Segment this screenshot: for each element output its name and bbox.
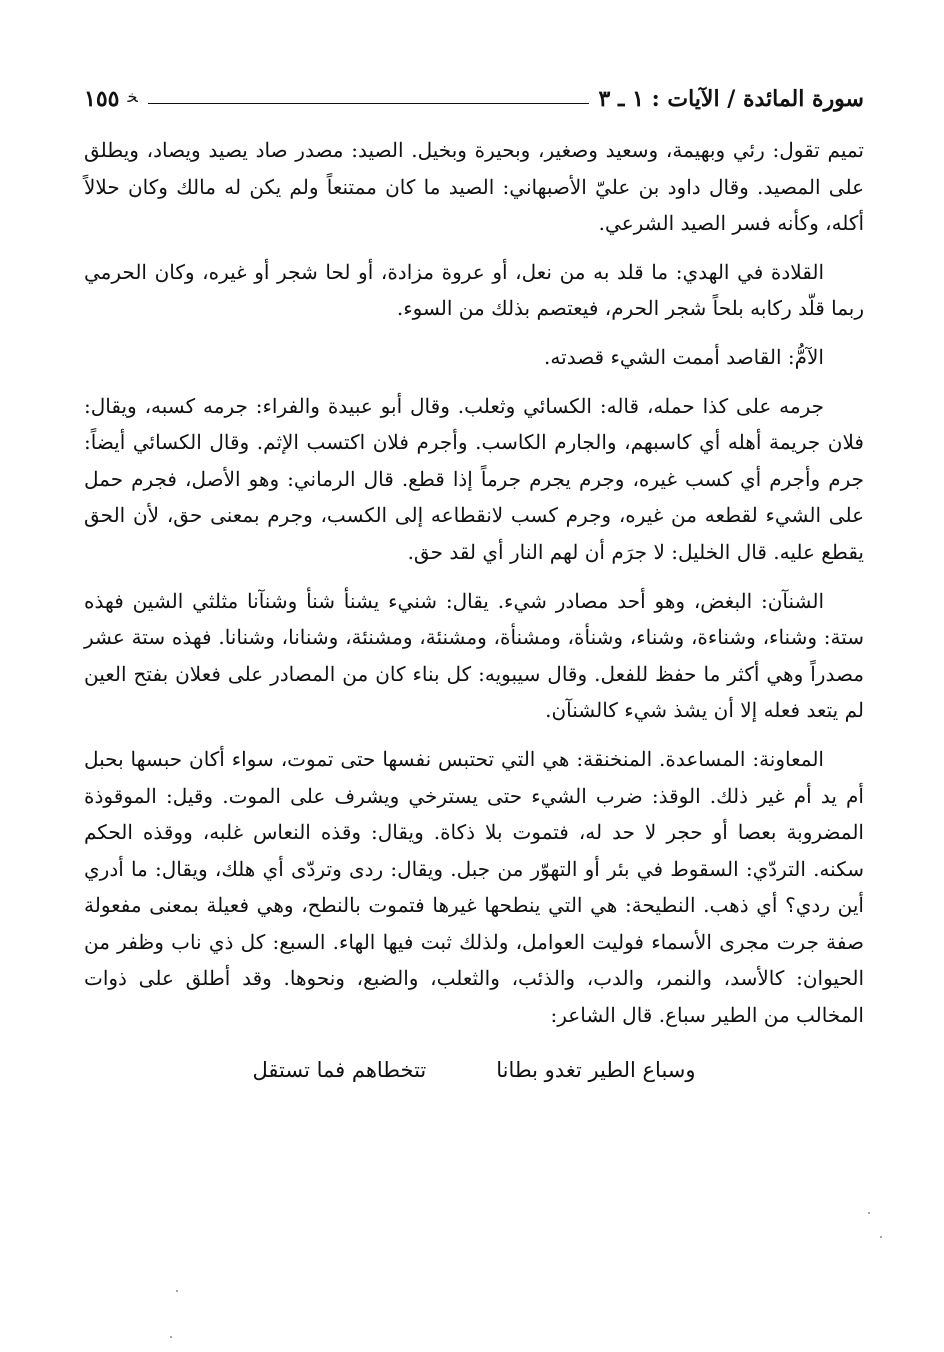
poetry-verse [84,1052,864,1089]
verse-second-hemistich: تتخطاهم فما تستقل [252,1057,427,1082]
running-header [84,78,864,118]
surah-title: سورة المائدة / الآيات : ١ ـ ٣ [598,86,864,112]
scan-speck [868,1212,870,1214]
ornament-icon: ﺨ [127,87,138,106]
paragraph-continuation: تميم تقول: رئي وبهيمة، وسعيد وصغير، وبحيرة وبخيل. الصيد: مصدر صاد يصيد ويصاد، ويطلق على المصيد. وقال داود بن عليّ الأصبهاني: الصيد ما كان ممتنعاً ولم يكن له مالك وكان حلالاً أكله، وكأنه فسر الصيد الشرعي. [84,138,864,236]
scan-speck [880,1236,882,1238]
verse-first-hemistich: وسباع الطير تغدو بطانا [496,1057,696,1082]
paragraph-muawana: المعاونة: المساعدة. المنخنقة: هي التي تحتبس نفسها حتى تموت، سواء أكان حبسها بحبل أم يد أم غير ذلك. الوقذ: ضرب الشيء حتى يسترخي ويشرف على الموت. وقيل: الموقوذة المضروبة بعصا أو حجر لا حد له، فتموت بلا ذكاة. ويقال: وقذه النعاس غلبه، ووقذه الحكم سكنه. التردّي: السقوط في بئر أو التهوّر من جبل. ويقال: ردى وتردّى أي هلك، ويقال: ما أدري أين ردي؟ أي ذهب. النطيحة: هي التي ينطحها غيرها فتموت بالنطح، وهي فعيلة بمعنى مفعولة صفة جرت مجرى الأسماء فوليت العوامل، ولذلك ثبت فيها الهاء. السبع: كل ذي ناب وظفر من الحيوان: كالأسد، والنمر، والدب، والذئب، والثعلب، والضبع، ونحوها. وقد أطلق على ذوات المخالب من الطير سباع. قال الشاعر: [84,746,864,1028]
paragraph-qilada: القلادة في الهدي: ما قلد به من نعل، أو عروة مزادة، أو لحا شجر أو غيره، وكان الحرمي ربما قلّد ركابه بلحاً شجر الحرم، فيعتصم بذلك من السوء. [84,259,864,321]
scan-speck [176,1290,178,1292]
paragraph-amm: الآمُّ: القاصد أممت الشيء قصدته. [544,344,824,369]
scan-speck [170,1336,172,1338]
page-body [84,132,864,1088]
paragraph-jarama: جرمه على كذا حمله، قاله: الكسائي وثعلب. وقال أبو عبيدة والفراء: جرمه كسبه، ويقال: فلان جريمة أهله أي كاسبهم، والجارم الكاسب. وأجرم فلان اكتسب الإثم. وقال الكسائي أيضاً: جرم وأجرم أي كسب غيره، وجرم يجرم جرماً إذا قطع. قال الرماني: وهو الأصل، فجرم حمل على الشيء لقطعه من غيره، وجرم كسب لانقطاعه إلى الكسب، وجرم بمعنى حق، لأن الحق يقطع عليه. قال الخليل: لا جرَم أن لهم النار أي لقد حق. [84,393,864,564]
page-number: ١٥٥ [84,86,120,112]
paragraph-shanaan: الشنآن: البغض، وهو أحد مصادر شيء. يقال: شنيء يشنأ شنأ وشنآنا مثلثي الشين فهذه ستة: وشناء، وشناءة، وشناء، وشنأة، ومشنأة، ومشنئة، ومشنئة، وشنانا، وشنانا. فهذه ستة عشر مصدراً وهي أكثر ما حفظ للفعل. وقال سيبويه: كل بناء كان من المصادر على فعلان بفتح العين لم يتعد فعله إلا أن يشذ شيء كالشنآن. [84,588,864,723]
header-rule [148,103,589,104]
